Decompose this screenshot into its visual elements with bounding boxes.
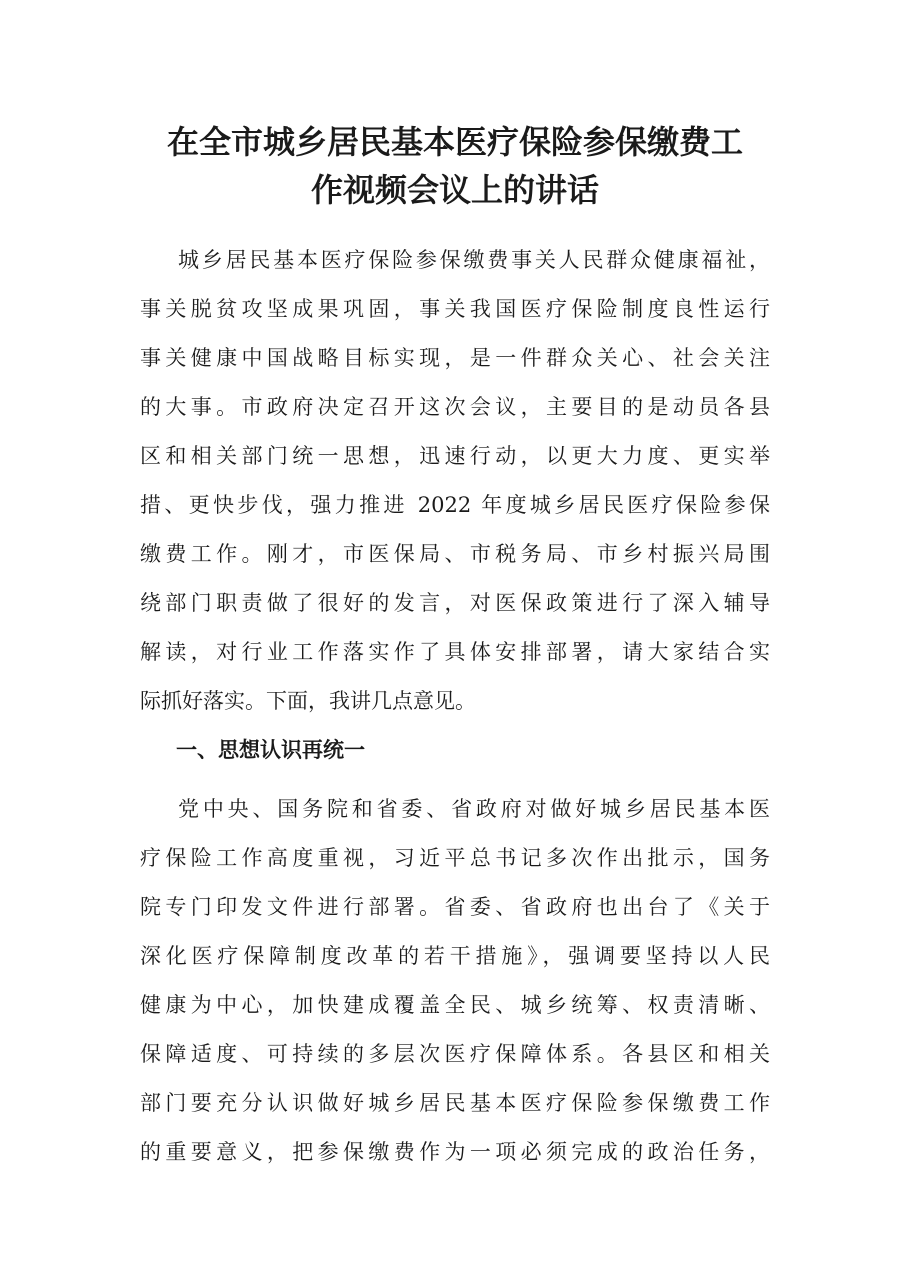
text-line: 措、更快步伐，强力推进 2022 年度城乡居民医疗保险参保	[140, 493, 770, 517]
section-heading-1: 一、思想认识再统一	[176, 738, 365, 762]
text-line: 事关脱贫攻坚成果巩固，事关我国医疗保险制度良性运行	[140, 297, 770, 321]
text-line: 党中央、国务院和省委、省政府对做好城乡居民基本医	[178, 797, 770, 821]
document-title	[140, 118, 770, 214]
text-line: 缴费工作。刚才，市医保局、市税务局、市乡村振兴局围	[140, 542, 770, 566]
text-line: 的大事。市政府决定召开这次会议，主要目的是动员各县	[140, 395, 770, 419]
text-line: 院专门印发文件进行部署。省委、省政府也出台了《关于	[140, 895, 770, 919]
text-line: 际抓好落实。下面，我讲几点意见。	[140, 689, 476, 713]
text-line: 健康为中心，加快建成覆盖全民、城乡统筹、权责清晰、	[140, 993, 770, 1017]
text-line: 绕部门职责做了很好的发言，对医保政策进行了深入辅导	[140, 591, 770, 615]
text-line: 区和相关部门统一思想，迅速行动，以更大力度、更实举	[140, 444, 770, 468]
text-line: 部门要充分认识做好城乡居民基本医疗保险参保缴费工作	[140, 1091, 770, 1115]
title-line-1: 在全市城乡居民基本医疗保险参保缴费工	[166, 123, 743, 161]
title-line-2: 作视频会议上的讲话	[310, 171, 599, 209]
text-line: 的重要意义，把参保缴费作为一项必须完成的政治任务，	[140, 1140, 770, 1164]
paragraph-intro	[140, 236, 770, 726]
text-line: 深化医疗保障制度改革的若干措施》，强调要坚持以人民	[140, 944, 770, 968]
text-line: 城乡居民基本医疗保险参保缴费事关人民群众健康福祉，	[178, 248, 770, 272]
text-line: 事关健康中国战略目标实现，是一件群众关心、社会关注	[140, 346, 770, 370]
text-line: 疗保险工作高度重视，习近平总书记多次作出批示，国务	[140, 846, 770, 870]
text-line: 保障适度、可持续的多层次医疗保障体系。各县区和相关	[140, 1042, 770, 1066]
text-line: 解读，对行业工作落实作了具体安排部署，请大家结合实	[140, 640, 770, 664]
paragraph-section-1	[140, 785, 770, 1177]
